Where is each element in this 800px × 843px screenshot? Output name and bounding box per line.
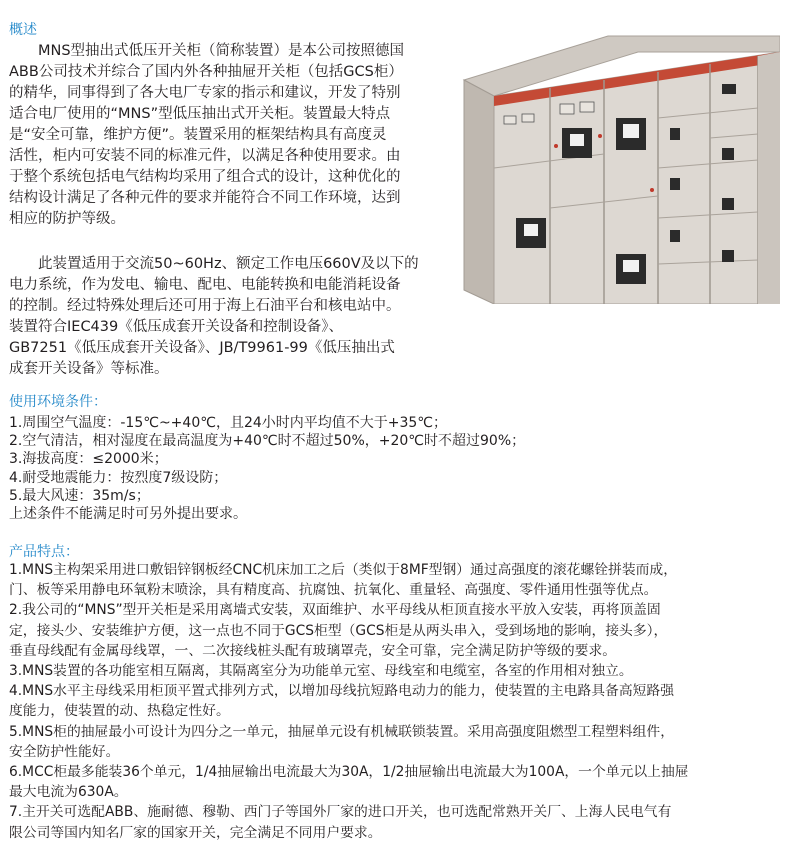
overview-line: MNS型抽出式低压开关柜（简称装置）是本公司按照德国: [9, 43, 405, 59]
feature-line: 3.MNS装置的各功能室相互隔离，其隔离室分为功能单元室、母线室和电缆室，各室的作用相对独立。: [9, 663, 633, 680]
feature-line: 垂直母线配有金属母线罩，一、二次接线桩头配有玻璃罩壳，安全可靠，完全满足防护等级的要求。: [9, 642, 617, 659]
environment-item: 5.最大风速：35m/s；: [9, 487, 150, 504]
overview-title: 概述: [9, 22, 37, 38]
environment-item: 1.周围空气温度：-15℃~+40℃，且24小时内平均值不大于+35℃；: [9, 415, 448, 431]
overview-line: 的精华，同事得到了各大电厂专家的指示和建议，开发了特别: [9, 85, 401, 101]
overview-paragraph-2: [9, 254, 419, 380]
features-list: [9, 560, 689, 843]
feature-line: 定，接头少、安装维护方便，这一点也不同于GCS柜型（GCS柜是从两头串入，受到场地的影响，接头多），: [9, 622, 668, 639]
environment-item: 2.空气清洁，相对湿度在最高温度为+40℃时不超过50%，+20℃时不超过90%；: [9, 433, 526, 450]
switchgear-cabinet-photo: [458, 18, 780, 304]
overview-line: 相应的防护等级。: [9, 211, 125, 227]
overview-line: 成套开关设备》等标准。: [9, 361, 169, 377]
overview-line: 活性，柜内可安装不同的标准元件，以满足各种使用要求。由: [9, 148, 401, 164]
feature-line: 6.MCC柜最多能装36个单元，1/4抽屉输出电流最大为30A，1/2抽屉输出电流最大为100A，一个单元以上抽屉: [9, 764, 689, 781]
feature-line: 门、板等采用静电环氧粉末喷涂，具有精度高、抗腐蚀、抗氧化、重量轻、高强度、零件通用性强等优点。: [9, 582, 658, 599]
overview-line: 适合电厂使用的“MNS”型低压抽出式开关柜。装置最大特点: [9, 106, 391, 122]
overview-line: ABB公司技术并综合了国内外各种抽屉开关柜（包括GCS柜）: [9, 64, 403, 80]
feature-line: 安全防护性能好。: [9, 743, 120, 760]
features-title: 产品特点：: [9, 544, 79, 560]
environment-item: 3.海拔高度：≤2000米；: [9, 451, 168, 468]
feature-line: 7.主开关可选配ABB、施耐德、穆勒、西门子等国外厂家的进口开关，也可选配常熟开关厂、上海人民电气有: [9, 804, 672, 821]
overview-line: 电力系统，作为发电、输电、配电、电能转换和电能消耗设备: [9, 277, 401, 293]
overview-line: 此装置适用于交流50~60Hz、额定工作电压660V及以下的: [9, 256, 419, 272]
feature-line: 4.MNS水平主母线采用柜顶平置式排列方式，以增加母线抗短路电动力的能力，使装置的主电路具备高短路强: [9, 683, 675, 700]
environment-item: 4.耐受地震能力：按烈度7级设防；: [9, 469, 228, 486]
overview-paragraph-1: [9, 41, 404, 230]
feature-line: 2.我公司的“MNS”型开关柜是采用离墙式安装，双面维护、水平母线从柜顶直接水平放入安装，再将顶盖固: [9, 602, 661, 619]
environment-item: 上述条件不能满足时可另外提出要求。: [9, 506, 247, 523]
feature-line: 限公司等国内知名厂家的国家开关，完全满足不同用户要求。: [9, 824, 382, 841]
feature-line: 度能力，使装置的动、热稳定性好。: [9, 703, 230, 720]
overview-line: 于整个系统包括电气结构均采用了组合式的设计，这种优化的: [9, 169, 401, 185]
overview-line: 装置符合IEC439《低压成套开关设备和控制设备》、: [9, 319, 343, 335]
feature-line: 最大电流为630A。: [9, 784, 128, 801]
environment-list: [9, 414, 525, 523]
environment-title: 使用环境条件：: [9, 394, 107, 410]
feature-line: 1.MNS主构架采用进口敷铝锌钢板经CNC机床加工之后（类似于8MF型钢）通过高强度的滚花螺铨拼装而成，: [9, 562, 678, 578]
feature-line: 5.MNS柜的抽屉最小可设计为四分之一单元，抽屉单元设有机械联锁装置。采用高强度阻燃型工程塑料组件，: [9, 723, 675, 740]
overview-line: 的控制。经过特殊处理后还可用于海上石油平台和核电站中。: [9, 298, 401, 314]
overview-line: 结构设计满足了各种元件的要求并能符合不同工作环境，达到: [9, 190, 401, 206]
overview-line: 是“安全可靠，维护方便”。装置采用的框架结构具有高度灵: [9, 127, 387, 143]
overview-line: GB7251《低压成套开关设备》、JB/T9961-99《低压抽出式: [9, 340, 395, 356]
